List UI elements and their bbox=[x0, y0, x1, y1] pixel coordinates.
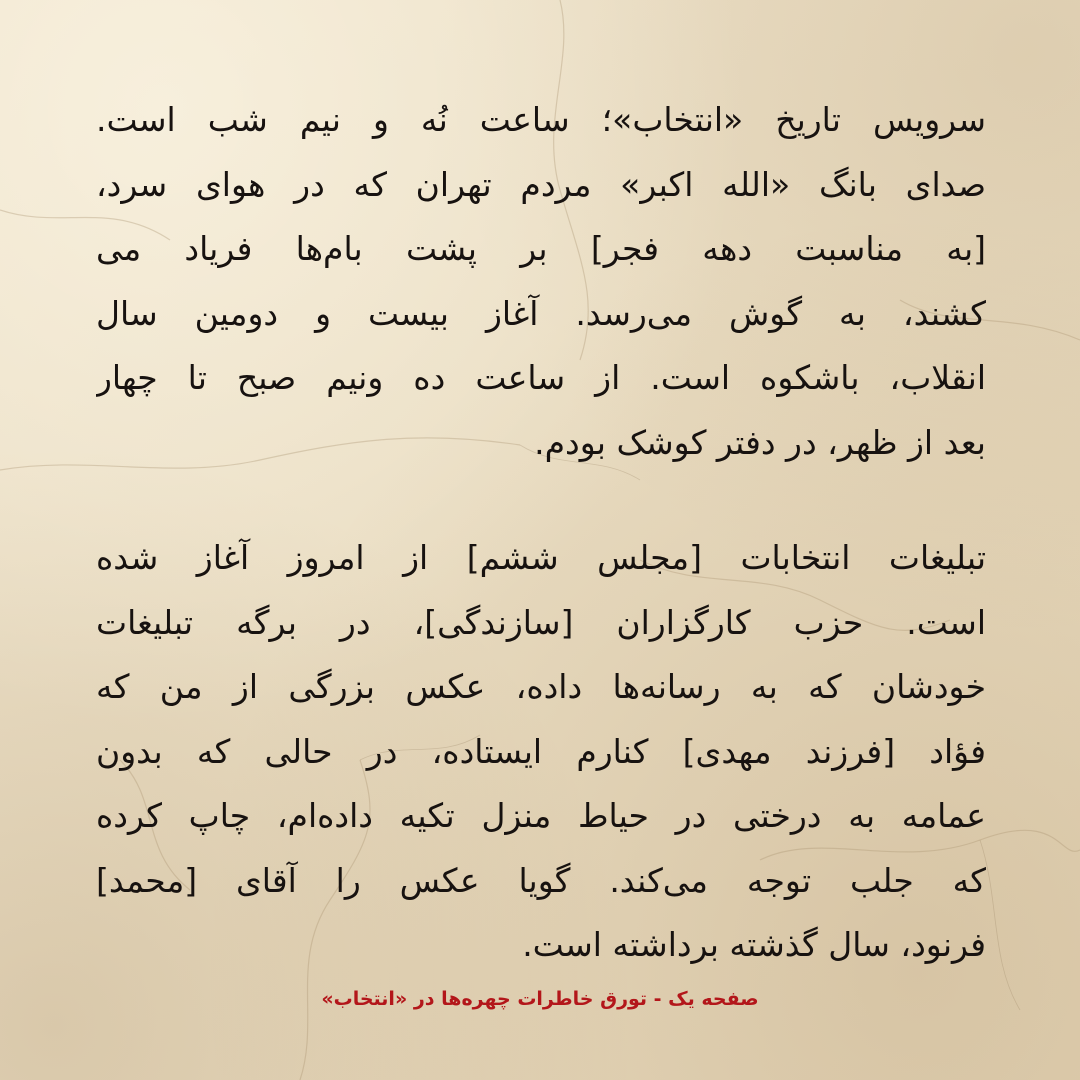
paragraph-1 bbox=[96, 88, 986, 475]
text-line: انقلاب، باشکوه است. از ساعت ده ونیم صبح تا چهار bbox=[96, 358, 986, 397]
paragraph-spacer bbox=[96, 475, 986, 526]
text-line: فؤاد [فرزند مهدی] کنارم ایستاده، در حالی که بدون bbox=[96, 731, 986, 771]
text-line: است. حزب کارگزاران [سازندگی]، در برگه تبلیغات bbox=[96, 602, 986, 642]
text-line: بعد از ظهر، در دفتر کوشک بودم. bbox=[534, 422, 986, 462]
text-line: تبلیغات انتخابات [مجلس ششم] از امروز آغاز شده bbox=[96, 538, 986, 577]
memoir-text-block bbox=[96, 88, 986, 978]
text-line: کشند، به گوش می‌رسد. آغاز بیست و دومین سال bbox=[96, 293, 986, 333]
paragraph-2 bbox=[96, 526, 986, 978]
text-line: فرنود، سال گذشته برداشته است. bbox=[522, 925, 986, 964]
text-line: صدای بانگ «الله اکبر» مردم تهران که در هوای سرد، bbox=[96, 164, 986, 204]
source-caption: صفحه یک - تورق خاطرات چهره‌ها در «انتخاب» bbox=[321, 988, 759, 1010]
text-line: [به مناسبت دهه فجر] بر پشت بام‌ها فریاد می bbox=[96, 229, 986, 268]
text-line: سرویس تاریخ «انتخاب»؛ ساعت نُه و نیم شب است. bbox=[96, 100, 986, 139]
text-line: که جلب توجه می‌کند. گویا عکس را آقای [محمد] bbox=[96, 860, 986, 900]
text-line: خودشان که به رسانه‌ها داده، عکس بزرگی از من که bbox=[96, 667, 986, 706]
text-line: عمامه به درختی در حیاط منزل تکیه داده‌ام، چاپ کرده bbox=[96, 796, 986, 835]
